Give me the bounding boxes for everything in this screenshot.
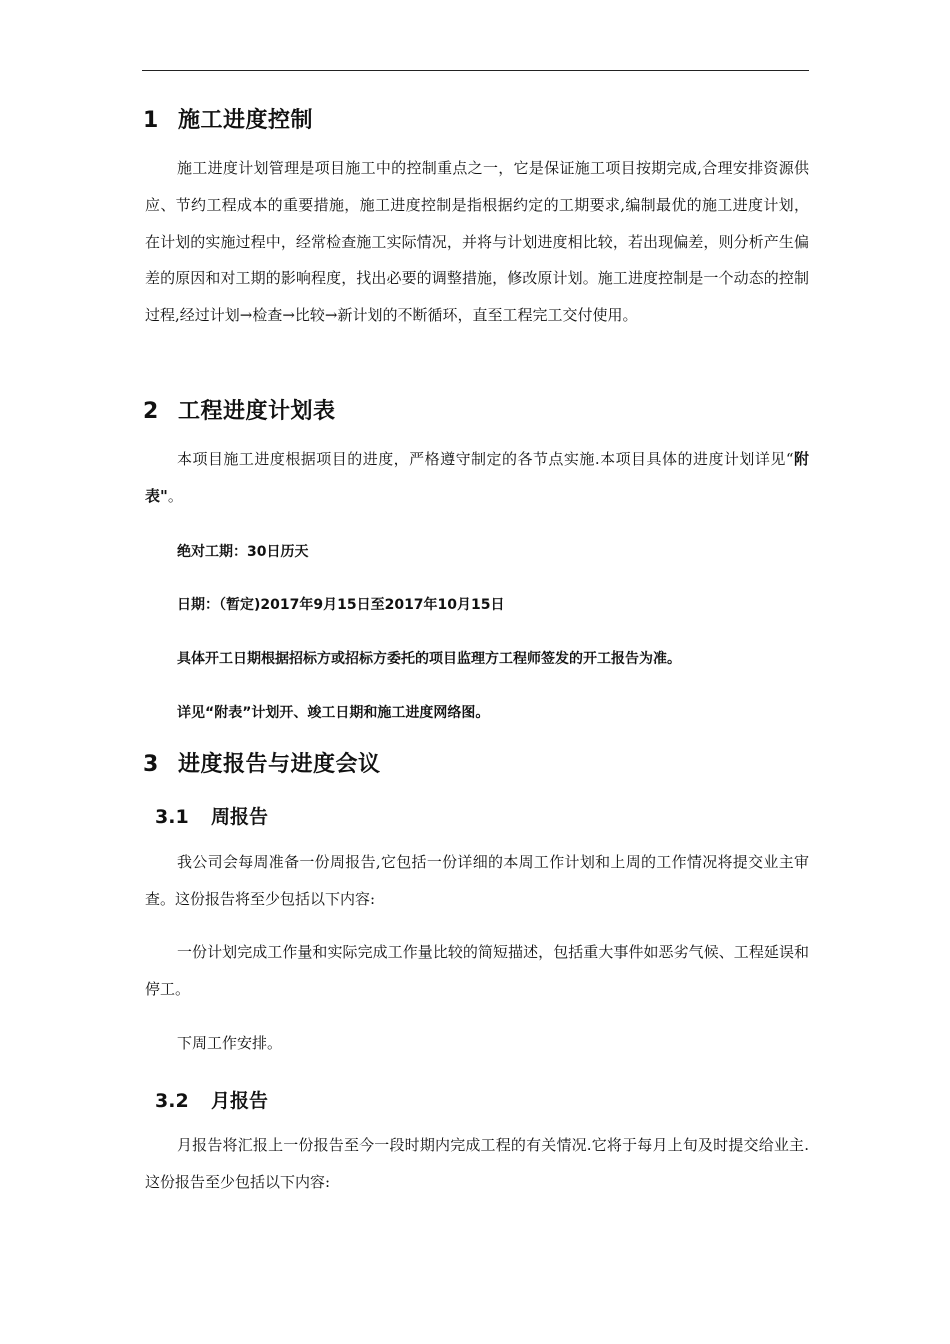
section-title: 进度报告与进度会议 (178, 752, 381, 777)
section-number: 3 (143, 752, 159, 777)
weekly-report-item: 一份计划完成工作量和实际完成工作量比较的简短描述，包括重大事件如恶劣气候、工程延误和停工。 (145, 943, 809, 998)
weekly-report-item: 下周工作安排。 (177, 1034, 283, 1052)
appendix-note: 详见“附表”计划开、竣工日期和施工进度网络图。 (177, 705, 490, 721)
section-title: 施工进度控制 (178, 108, 314, 133)
section-title: 工程进度计划表 (178, 399, 336, 424)
subsection-3-1-heading (155, 802, 268, 829)
weekly-report-paragraph: 我公司会每周准备一份周报告,它包括一份详细的本周工作计划和上周的工作情况将提交业主审查。这份报告将至少包括以下内容: (145, 853, 809, 908)
monthly-report-paragraph: 月报告将汇报上一份报告至今一段时期内完成工程的有关情况.它将于每月上旬及时提交给业主.这份报告至少包括以下内容: (145, 1136, 809, 1191)
start-date-note: 具体开工日期根据招标方或招标方委托的项目监理方工程师签发的开工报告为准。 (177, 651, 681, 667)
subsection-number: 3.1 (155, 806, 189, 828)
subsection-title: 月报告 (211, 1090, 269, 1112)
section-number: 1 (143, 108, 159, 133)
section-3-heading (143, 747, 381, 778)
section-2-heading (143, 394, 336, 425)
paragraph-text: 本项目施工进度根据项目的进度，严格遵守制定的各节点实施.本项目具体的进度计划详见“ (177, 450, 794, 468)
duration-line: 绝对工期：30日历天 (177, 544, 309, 560)
section-number: 2 (143, 399, 159, 424)
section-1-paragraph: 施工进度计划管理是项目施工中的控制重点之一，它是保证施工项目按期完成,合理安排资源供应、节约工程成本的重要措施，施工进度控制是指根据约定的工期要求,编制最优的施工进度计划，在计划的实施过程中，经常检查施工实际情况，并将与计划进度相比较，若出现偏差，则分析产生偏差的原因和对工期的影响程度，找出必要的调整措施，修改原计划。施工进度控制是一个动态的控制过程,经过计划→检查→比较→新计划的不断循环，直至工程完工交付使用。 (145, 159, 809, 325)
section-2-paragraph (145, 441, 809, 515)
date-line: 日期：（暂定)2017年9月15日至2017年10月15日 (177, 597, 505, 613)
header-rule (142, 70, 809, 71)
subsection-3-2-heading (155, 1086, 268, 1113)
appendix-reference: 附表" (145, 450, 809, 505)
section-1-heading (143, 103, 313, 134)
paragraph-end: 。 (167, 486, 183, 505)
subsection-number: 3.2 (155, 1090, 189, 1112)
subsection-title: 周报告 (211, 806, 269, 828)
